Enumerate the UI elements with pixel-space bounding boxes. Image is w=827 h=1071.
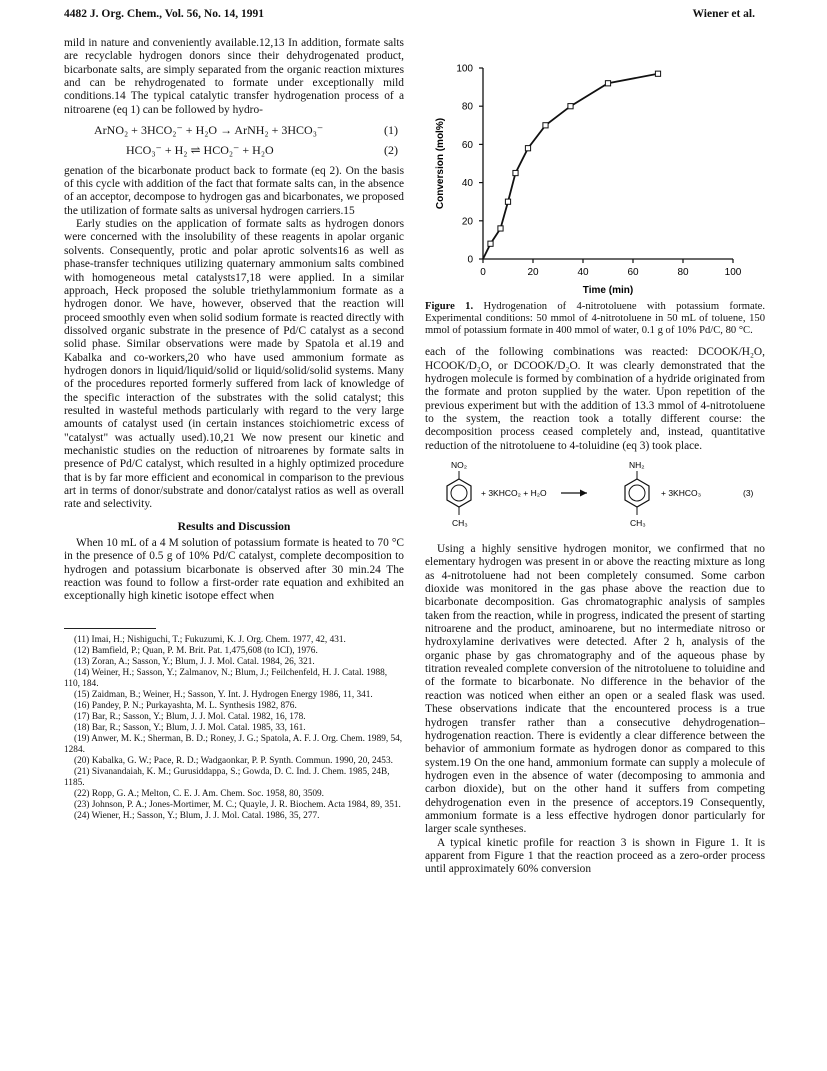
equation-1: [64, 124, 404, 137]
equation-text: HCO₃⁻ + H₂ ⇌ HCO₂⁻ + H₂O: [126, 143, 274, 158]
y-tick-label: 0: [467, 254, 473, 266]
data-point: [488, 241, 493, 246]
paragraph: mild in nature and conveniently available.12,13 In addition, formate salts are recyclable hydrogen donors since their dehydrogenated product, bicarbonate salts, are simply separated from the organic reaction mixtures and can be rehydrogenated to formate under exceptionally mild conditions.14 The typical catalytic transfer hydrogenation process of a nitroarene (eq 1) can be followed by hydro-: [64, 37, 404, 116]
equation-number: (2): [384, 143, 398, 158]
ch3-right-label: CH₃: [630, 518, 646, 529]
footnotes: [64, 635, 404, 822]
data-point: [543, 123, 548, 128]
series-line: [483, 74, 658, 259]
data-point: [525, 146, 530, 151]
paragraph: A typical kinetic profile for reaction 3 is shown in Figure 1. It is apparent from Figure 1 that the reaction proceed as a zero-order process until approximately 60% conversion: [425, 836, 765, 876]
aromatic-circle: [451, 485, 467, 501]
products-text: + 3KHCO₃: [661, 488, 702, 499]
page-header-right: Wiener et al.: [692, 8, 755, 20]
ch3-left-label: CH₃: [452, 518, 468, 529]
paragraph: genation of the bicarbonate product back to formate (eq 2). On the basis of this cycle with addition of the fact that formate salts can, in the absence of an acceptor, decompose to hydrogen gas and bicarbonates, we proposed the utilization of formate salts as universal hydrogen carriers.15: [64, 164, 404, 217]
x-tick-label: 80: [677, 267, 689, 278]
equation-number: (1): [384, 123, 398, 138]
equation-2: [64, 144, 404, 157]
caption-label: Figure 1.: [425, 301, 474, 312]
x-tick-label: 20: [527, 267, 539, 278]
footnote: (13) Zoran, A.; Sasson, Y.; Blum, J. J. Mol. Catal. 1984, 26, 321.: [74, 656, 315, 667]
paragraph: Early studies on the application of formate salts as hydrogen donors were concerned with the insolubility of these reagents in apolar organic solvents. Consequently, protic and polar aprotic solvents16 as well as phase-transfer techniques utilizing quaternary ammonium salts combined with homogeneous metal catalysts17,18 were applied. In a similar approach, Heck proposed the soluble triethylammonium formate as a hydrogen donor. We have, however, observed that the reaction will proceed smoothly even when solid sodium formate is reacted directly with dissolved organic substrate in the presence of Pd/C catalyst as a second solid phase. Similar observations were made by Spatola et al.19 and Kabalka and co-workers,20 who have used ammonium formate as hydrogen donors in liquid/liquid/solid or liquid/solid/solid systems. Many of the procedures reported formerly suffered from lack of knowledge of the specific interaction of the substrates with the solid catalyst; this resulted in wasteful methods particularly with regard to the very large amounts of catalyst used (in certain instances stoichiometric excess of "catalyst" was actually used).10,21 We now present our kinetic and mechanistic studies on the reduction of nitroarenes by formate salts in presence of Pd/C catalyst, which resulted in a highly optimized procedure that is by far more efficient and economical in comparison to the previous art in terms of donor/substrate and donor/catalyst ratios as well as overall rate and selectivity.: [64, 218, 404, 511]
x-tick-label: 60: [627, 267, 639, 278]
reaction-scheme-3: [425, 457, 765, 537]
page-header-left: 4482 J. Org. Chem., Vol. 56, No. 14, 1991: [64, 8, 264, 20]
x-tick-label: 40: [577, 267, 589, 278]
paragraph: Using a highly sensitive hydrogen monitor, we confirmed that no elementary hydrogen was present in or above the reacting mixture as long as 4-nitrotoluene had not been completely consumed. Some carbon dioxide was monitored in the gas phase above the reaction due to bicarbonate decomposition. Gas chromatographic analysis of samples taken from the reaction, while in progress, indicated the present of starting nitroarene and the product, aminoarene, but no intermediate nitroso or hydroxylamine derivatives were detected. After 2 h, analysis of the organic phase by gas chromatography and of the aqueous phase by titration revealed complete conversion of the nitrotoluene to toluidine and of the formate to bicarbonate. No difference in the behavior of the reaction was noticed when either an open or a sealed flask was used. These observations indicate that the encountered process is a true hydrogen transfer rather than a consecutive dehydrogenation–hydrogenation reaction. There is evidently a clear difference between the behavior of ammonium formate as hydrogen donor as compared to this system.19 On the one hand, ammonium formate can supply a molecule of hydrogen even in the absence of water (decomposing to ammonia and carbon dioxide), but on the other hand it suffers from competing dehydrogenation even in the presence of acceptors.19 Consequently, ammonium formate is a less effective hydrogen donor particularly for larger scale syntheses.: [425, 543, 765, 836]
conversion-chart: [425, 37, 765, 295]
data-point: [513, 170, 518, 175]
footnote-rule: [64, 628, 156, 629]
y-tick-label: 20: [461, 216, 473, 228]
paragraph: each of the following combinations was reacted: DCOOK/H₂O, HCOOK/D₂O, or DCOOK/D₂O. It was clearly demonstrated that the hydrogen molecule is formed by combination of a hydride originated from the formate and proton supplied by the water. Upon repetition of the previous experiment but with the addition of 13.3 mmol of 4-nitrotoluene to the system, the reaction took a totally different course: the decomposition process ceased completely and, instead, quantitative reduction of the nitrotoluene to 4-toluidine (eq 3) took place.: [425, 346, 765, 452]
data-point: [568, 104, 573, 109]
y-tick-label: 40: [461, 178, 473, 190]
footnote: (23) Johnson, P. A.; Jones-Mortimer, M. C.; Quayle, J. R. Biochem. Acta 1984, 89, 351.: [74, 799, 401, 810]
equation-number: (3): [743, 488, 754, 499]
nh2-label: NH₂: [629, 460, 645, 471]
data-point: [505, 199, 510, 204]
data-point: [655, 71, 660, 76]
footnote: (18) Bar, R.; Sasson, Y.; Blum, J. J. Mol. Catal. 1985, 33, 161.: [74, 722, 306, 733]
data-point: [498, 226, 503, 231]
equation-text: ArNO₂ + 3HCO₂⁻ + H₂O → ArNH₂ + 3HCO₃⁻: [94, 123, 324, 138]
paragraph: When 10 mL of a 4 M solution of potassium formate is heated to 70 °C in the presence of 0.5 g of 10% Pd/C catalyst, complete decomposition to hydrogen and potassium bicarbonate is observed after 30 min.24 The reaction was found to follow a first-order rate equation and exhibited an exceptionally high kinetic isotope effect when: [64, 537, 404, 603]
section-title: Results and Discussion: [177, 519, 291, 533]
footnote: (19) Anwer, M. K.; Sherman, B. D.; Roney, J. G.; Spatola, A. F. J. Org. Chem. 1989, 54, 1284.: [64, 733, 403, 755]
footnote: (17) Bar, R.; Sasson, Y.; Blum, J. J. Mol. Catal. 1982, 16, 178.: [74, 711, 306, 722]
footnote: (11) Imai, H.; Nishiguchi, T.; Fukuzumi, K. J. Org. Chem. 1977, 42, 431.: [74, 634, 346, 645]
y-tick-label: 100: [456, 63, 473, 75]
y-tick-label: 80: [461, 101, 473, 113]
data-point: [605, 81, 610, 86]
x-tick-label: 100: [724, 267, 742, 278]
no2-label: NO₂: [451, 460, 468, 471]
x-axis-label: Time (min): [582, 285, 634, 295]
footnote: (22) Ropp, G. A.; Melton, C. E. J. Am. Chem. Soc. 1958, 80, 3509.: [74, 788, 324, 799]
footnote: (16) Pandey, P. N.; Purkayashta, M. L. Synthesis 1982, 876.: [74, 700, 297, 711]
figure-caption: [425, 301, 765, 337]
x-tick-label: 0: [480, 267, 486, 278]
aromatic-circle: [629, 485, 645, 501]
footnote: (21) Sivanandaiah, K. M.; Gurusiddappa, S.; Gowda, D. C. Ind. J. Chem. 1985, 24B, 1185.: [64, 766, 390, 788]
y-axis-label: Conversion (mol%): [435, 117, 446, 210]
right-column: [425, 37, 765, 877]
arrow-head: [580, 490, 587, 497]
footnote: (12) Bamfield, P.; Quan, P. M. Brit. Pat. 1,475,608 (to ICI), 1976.: [74, 645, 318, 656]
caption-text: Hydrogenation of 4-nitrotoluene with potassium formate. Experimental conditions: 50 mmol of 4-nitrotoluene in 50 mL of toluene, 150 mmol of potassium formate in 400 mmol of water, 0.1 g of 10% Pd/C, 80 °C.: [425, 301, 766, 337]
reagents-text: + 3KHCO₂ + H₂O: [481, 488, 547, 499]
footnote: (15) Zaidman, B.; Weiner, H.; Sasson, Y. Int. J. Hydrogen Energy 1986, 11, 341.: [74, 689, 373, 700]
y-tick-label: 60: [461, 139, 473, 151]
footnote: (14) Weiner, H.; Sasson, Y.; Zalmanov, N.; Blum, J.; Feilchenfeld, H. J. Catal. 1988, 110, 184.: [64, 667, 388, 689]
footnote: (20) Kabalka, G. W.; Pace, R. D.; Wadgaonkar, P. P. Synth. Commun. 1990, 20, 2453.: [74, 755, 393, 766]
footnote: (24) Wiener, H.; Sasson, Y.; Blum, J. J. Mol. Catal. 1986, 35, 277.: [74, 810, 320, 821]
left-column: [64, 37, 404, 822]
